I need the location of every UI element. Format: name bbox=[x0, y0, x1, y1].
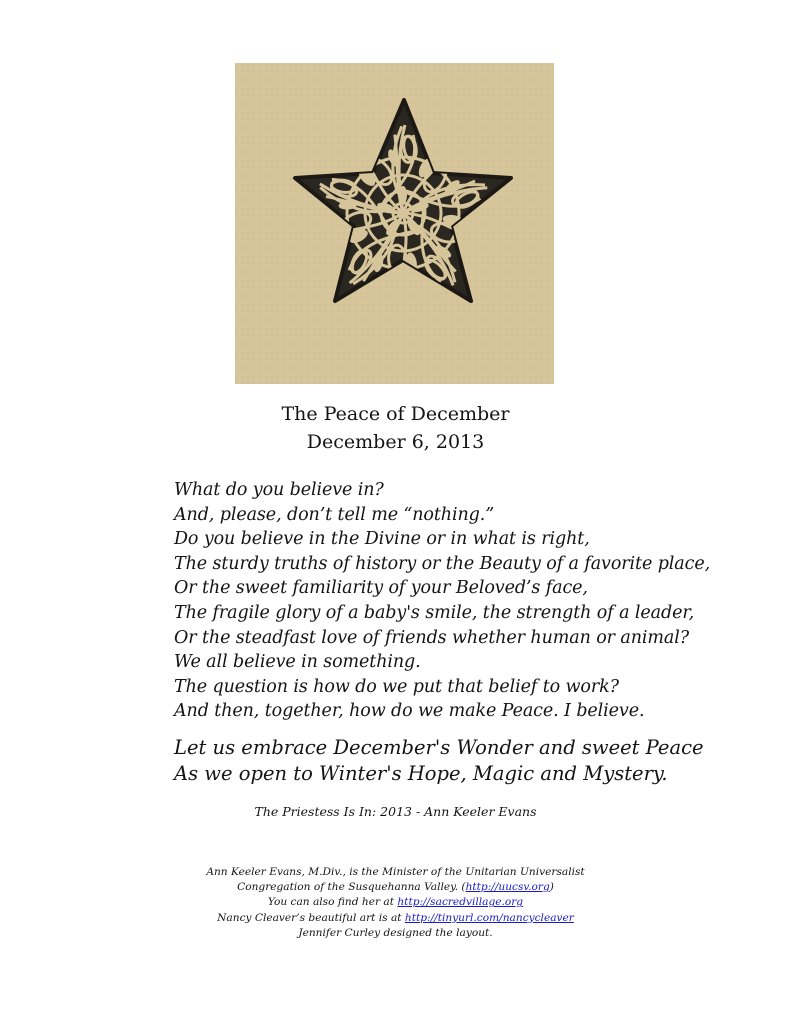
star-mandala-icon bbox=[235, 63, 554, 384]
poem-line: Or the sweet familiarity of your Beloved’s face, bbox=[174, 578, 588, 599]
credits-text: Nancy Cleaver’s beautiful art is at bbox=[217, 911, 405, 924]
credits-line: Ann Keeler Evans, M.Div., is the Minister of the Unitarian Universalist bbox=[206, 866, 585, 878]
poem-line: The sturdy truths of history or the Beauty of a favorite place, bbox=[174, 553, 711, 574]
poem-date: December 6, 2013 bbox=[306, 431, 485, 453]
sacredvillage-link[interactable]: http://sacredvillage.org bbox=[397, 896, 524, 909]
poem-line: And then, together, how do we make Peace. I believe. bbox=[174, 701, 645, 722]
credits-text: You can also find her at bbox=[267, 896, 398, 909]
credits bbox=[0, 865, 791, 941]
poem-line: Do you believe in the Divine or in what is right, bbox=[174, 529, 590, 550]
poem-body bbox=[174, 478, 710, 724]
credits-text: Congregation of the Susquehanna Valley. ( bbox=[237, 881, 466, 894]
credits-line bbox=[0, 895, 791, 910]
poem-line: And, please, don’t tell me “nothing.” bbox=[174, 504, 495, 525]
nancycleaver-link[interactable]: http://tinyurl.com/nancycleaver bbox=[404, 911, 574, 924]
poem-line: The fragile glory of a baby's smile, the strength of a leader, bbox=[174, 602, 695, 623]
credits-line: Jennifer Curley designed the layout. bbox=[298, 926, 493, 939]
credits-line bbox=[0, 911, 791, 926]
closing-couplet bbox=[174, 735, 704, 787]
closing-line: As we open to Winter's Hope, Magic and Mystery. bbox=[174, 762, 668, 785]
closing-line: Let us embrace December's Wonder and sweet Peace bbox=[174, 736, 704, 759]
uucsv-link[interactable]: http://uucsv.org bbox=[465, 881, 550, 894]
credits-line bbox=[0, 880, 791, 895]
poem-line: The question is how do we put that belief to work? bbox=[174, 676, 619, 697]
star-artwork bbox=[235, 63, 554, 384]
poem-line: We all believe in something. bbox=[174, 652, 421, 673]
poem-line: What do you believe in? bbox=[174, 480, 384, 500]
poem-line: Or the steadfast love of friends whether human or animal? bbox=[174, 627, 689, 648]
poem-title: The Peace of December bbox=[281, 403, 510, 425]
signature: The Priestess Is In: 2013 - Ann Keeler Evans bbox=[254, 804, 537, 819]
credits-text: ) bbox=[549, 881, 554, 894]
